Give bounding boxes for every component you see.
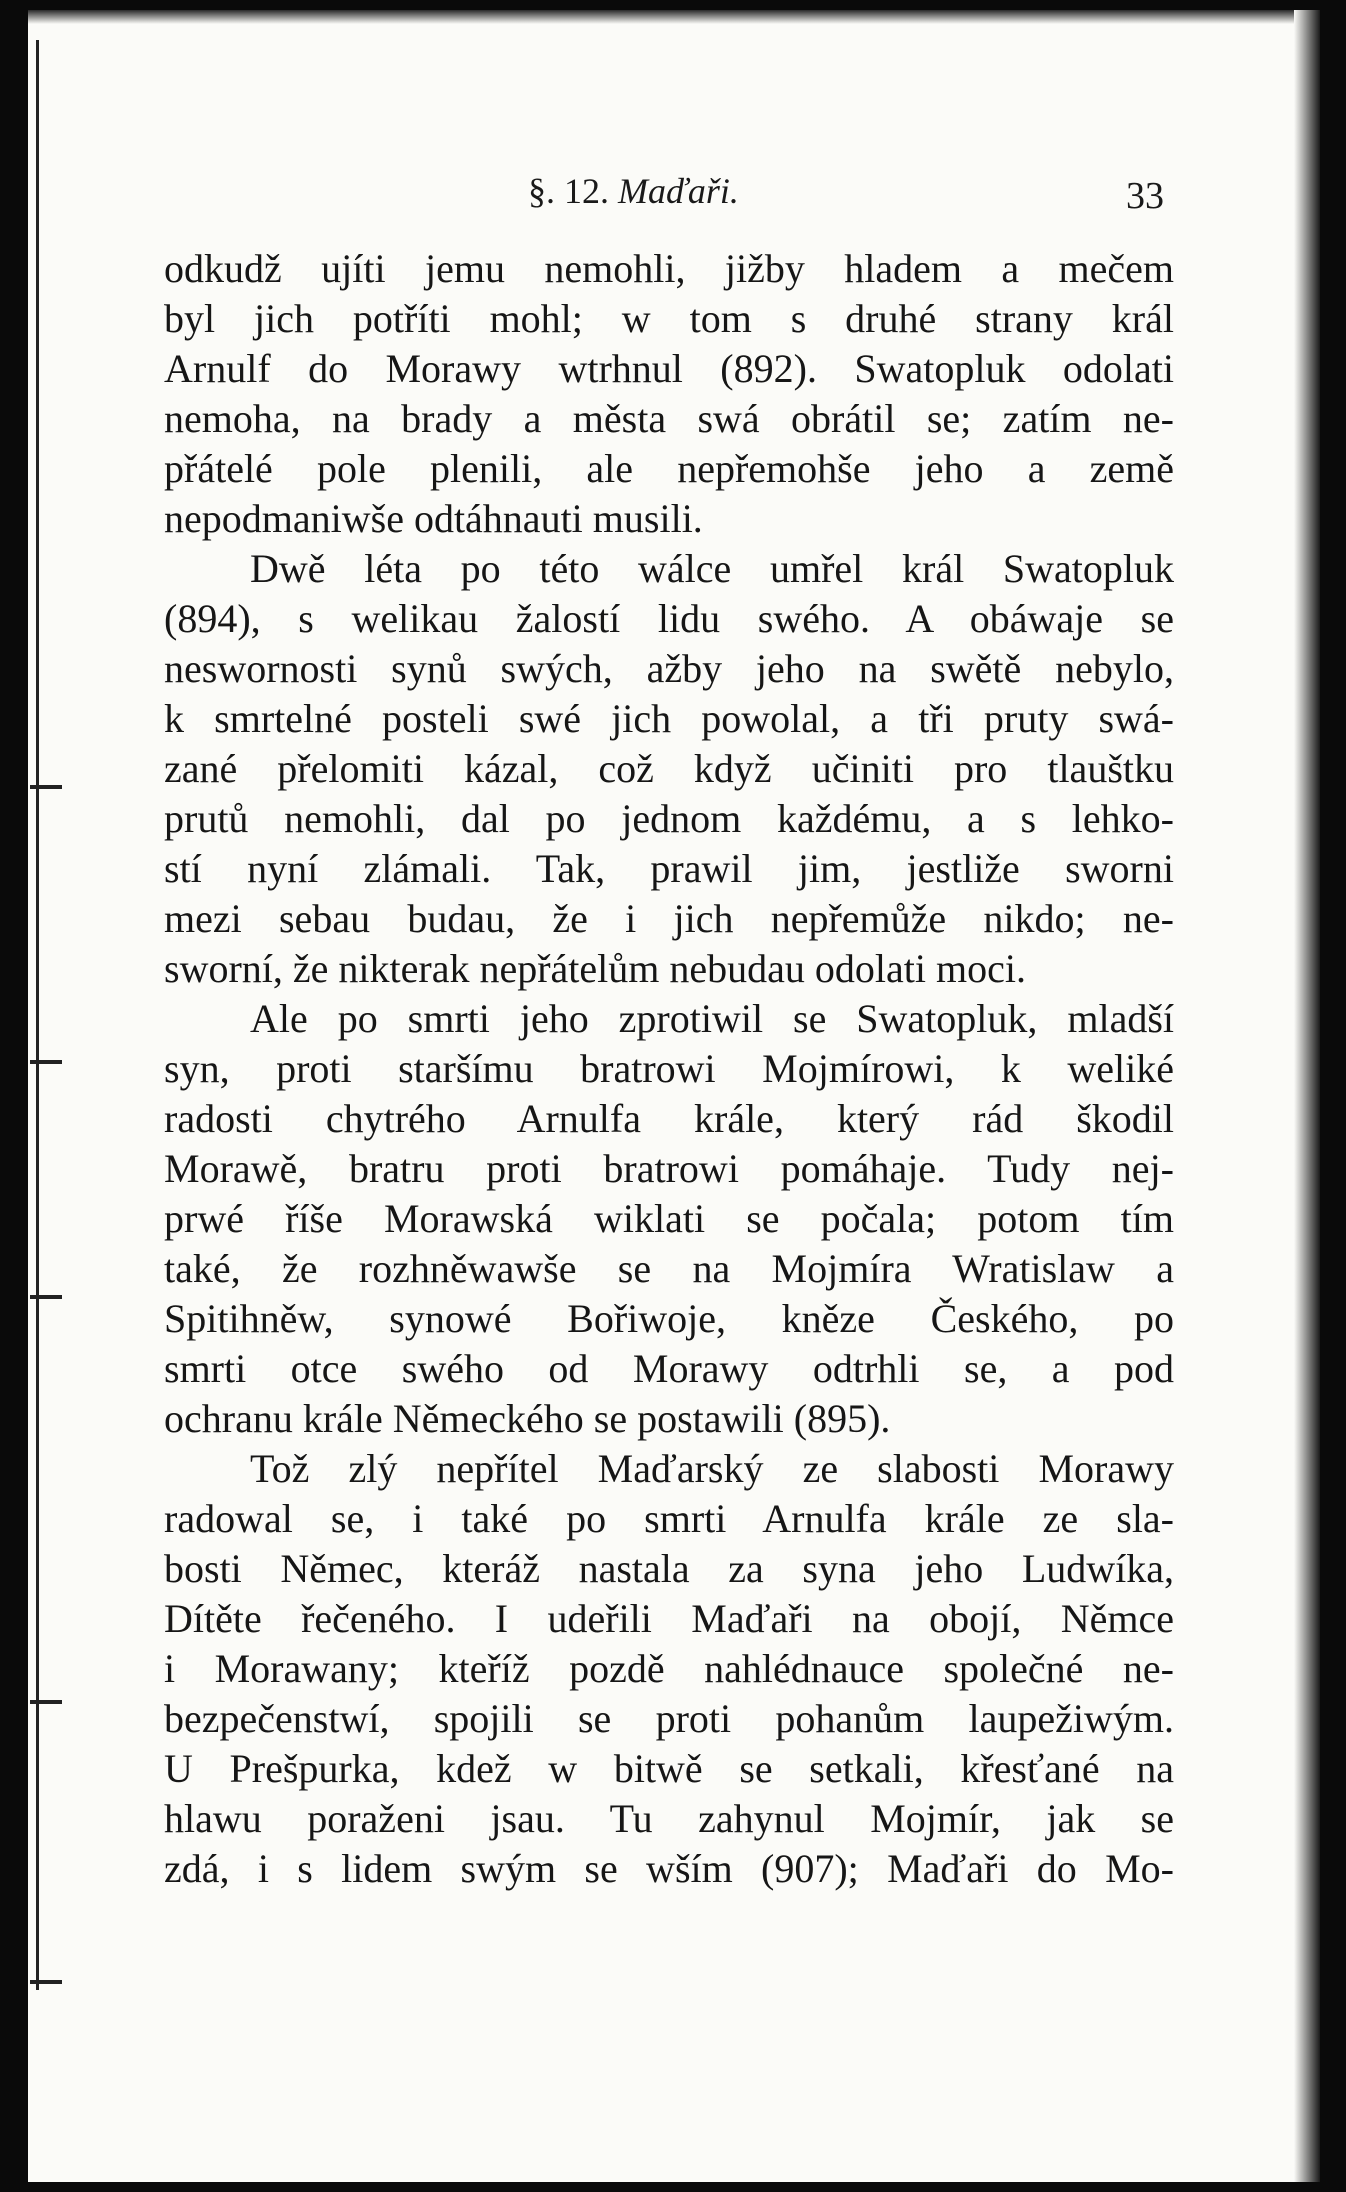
text-line: bosti Němec, kteráž nastala za syna jeho Ludwíka, [164, 1546, 1174, 1591]
text-line: ochranu krále Německého se postawili (895). [164, 1396, 891, 1441]
text-line: Dwě léta po této wálce umřel král Swatopluk [250, 546, 1174, 591]
text-line: i Morawany; kteříž pozdě nahlédnauce společné ne- [164, 1646, 1174, 1691]
chapter-title: Maďaři. [618, 171, 739, 211]
text-line: Ale po smrti jeho zprotiwil se Swatopluk, mladší [250, 996, 1174, 1041]
text-line: (894), s welikau žalostí lidu swého. A obáwaje se [164, 596, 1174, 641]
page-top-edge-shadow [28, 10, 1320, 24]
text-line: také, že rozhněwawše se na Mojmíra Wratislaw a [164, 1246, 1174, 1291]
text-line: sworní, že nikterak nepřátelům nebudau odolati moci. [164, 946, 1026, 991]
text-line: Spitihněw, synowé Bořiwoje, kněze Českého, po [164, 1296, 1174, 1341]
margin-mark [30, 1700, 62, 1704]
running-head [528, 170, 739, 212]
text-line: neswornosti synů swých, ažby jeho na swětě nebylo, [164, 646, 1174, 691]
margin-mark [30, 1980, 62, 1984]
section-number: §. 12. [528, 171, 609, 211]
text-line: Tož zlý nepřítel Maďarský ze slabosti Morawy [250, 1446, 1174, 1491]
text-line: zané přelomiti kázal, což když učiniti pro tlauštku [164, 746, 1174, 791]
text-line: radowal se, i také po smrti Arnulfa krále ze sla- [164, 1496, 1174, 1541]
text-line: Arnulf do Morawy wtrhnul (892). Swatopluk odolati [164, 346, 1174, 391]
text-line: stí nyní zlámali. Tak, prawil jim, jestliže sworni [164, 846, 1174, 891]
text-line: zdá, i s lidem swým se wším (907); Maďaři do Mo- [164, 1846, 1174, 1891]
text-line: prutů nemohli, dal po jednom každému, a s lehko- [164, 796, 1174, 841]
margin-rule [36, 40, 39, 1990]
text-line: U Prešpurka, kdež w bitwě se setkali, křesťané na [164, 1746, 1174, 1791]
text-line: syn, proti staršímu bratrowi Mojmírowi, k weliké [164, 1046, 1174, 1091]
text-line: mezi sebau budau, že i jich nepřemůže nikdo; ne- [164, 896, 1174, 941]
text-line: nepodmaniwše odtáhnauti musili. [164, 496, 703, 541]
margin-mark [30, 1295, 62, 1299]
book-page [28, 10, 1320, 2182]
text-line: bezpečenstwí, spojili se proti pohanům laupežiwým. [164, 1696, 1174, 1741]
text-line: přátelé pole plenili, ale nepřemohše jeho a země [164, 446, 1174, 491]
margin-mark [30, 1060, 62, 1064]
body-text [164, 244, 1174, 1894]
margin-mark [30, 785, 62, 789]
page-right-edge-shadow [1294, 10, 1320, 2182]
text-line: radosti chytrého Arnulfa krále, který rád škodil [164, 1096, 1174, 1141]
text-line: odkudž ujíti jemu nemohli, jižby hladem a mečem [164, 246, 1174, 291]
text-line: k smrtelné posteli swé jich powolal, a tři pruty swá- [164, 696, 1174, 741]
text-line: byl jich potříti mohl; w tom s druhé strany král [164, 296, 1174, 341]
text-line: nemoha, na brady a města swá obrátil se; zatím ne- [164, 396, 1174, 441]
text-line: Dítěte řečeného. I udeřili Maďaři na obojí, Němce [164, 1596, 1174, 1641]
page-number: 33 [1126, 175, 1164, 217]
text-line: hlawu poraženi jsau. Tu zahynul Mojmír, jak se [164, 1796, 1174, 1841]
text-line: prwé říše Morawská wiklati se počala; potom tím [164, 1196, 1174, 1241]
text-line: Morawě, bratru proti bratrowi pomáhaje. Tudy nej- [164, 1146, 1174, 1191]
text-line: smrti otce swého od Morawy odtrhli se, a pod [164, 1346, 1174, 1391]
page-header [28, 170, 1320, 217]
